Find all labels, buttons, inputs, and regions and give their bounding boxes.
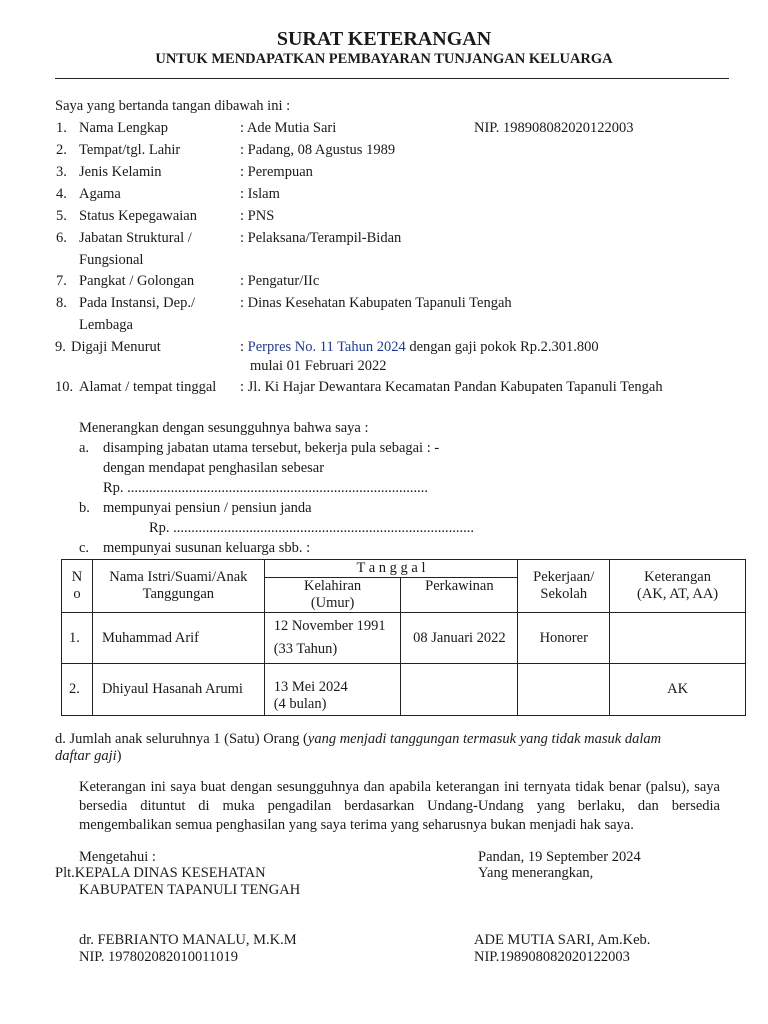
item-b-text: mempunyai pensiun / pensiun janda — [103, 500, 312, 516]
header-no — [62, 560, 93, 613]
table-row — [62, 664, 746, 716]
table-row — [62, 613, 746, 664]
cell-birth-date: 12 November 1991 — [273, 618, 386, 634]
children-count-note: daftar gaji — [55, 748, 117, 764]
header-birth-text: (Umur) — [310, 595, 355, 611]
field-value: : Pengatur/IIc — [240, 273, 320, 289]
cell-age: (4 bulan) — [273, 695, 327, 712]
field-value: : Pelaksana/Terampil-Bidan — [240, 230, 402, 246]
field-num: 3. — [56, 164, 67, 180]
left-org-title: Plt.KEPALA DINAS KESEHATAN — [55, 865, 266, 881]
field-value-rest: dengan gaji pokok Rp.2.301.800 — [405, 339, 599, 355]
header-birth — [264, 578, 401, 613]
field-value: : Perempuan — [240, 164, 313, 180]
field-label: Pada Instansi, Dep./ — [79, 295, 195, 311]
header-name-text: Nama Istri/Suami/Anak — [109, 569, 248, 585]
acknowledged-label: Mengetahui : — [79, 849, 156, 865]
item-letter: c. — [79, 540, 90, 556]
intro-text: Saya yang bertanda tangan dibawah ini : — [55, 98, 291, 114]
field-num: 1. — [56, 120, 67, 136]
item-a-amount: Rp. ................................................................................... — [103, 480, 429, 496]
header-no-text: o — [73, 586, 81, 602]
document-title: SURAT KETERANGAN — [276, 28, 492, 50]
field-label: Digaji Menurut — [71, 339, 161, 355]
field-label: Tempat/tgl. Lahir — [79, 142, 181, 158]
field-num: 5. — [56, 208, 67, 224]
header-name-text: Tanggungan — [142, 586, 215, 602]
cell-name: Dhiyaul Hasanah Arumi — [92, 664, 264, 716]
field-label-cont: Lembaga — [79, 317, 133, 333]
field-num: 8. — [56, 295, 67, 311]
field-label: Nama Lengkap — [79, 120, 168, 136]
item-a-text: dengan mendapat penghasilan sebesar — [103, 460, 325, 476]
field-label: Agama — [79, 186, 121, 202]
field-value: : PNS — [240, 208, 275, 224]
field-num: 4. — [56, 186, 67, 202]
cell-marriage — [401, 664, 518, 716]
cell-name: Muhammad Arif — [92, 613, 264, 664]
cell-no: 1. — [62, 613, 93, 664]
left-signatory-name: dr. FEBRIANTO MANALU, M.K.M — [79, 932, 297, 948]
header-job-text: Sekolah — [540, 586, 588, 602]
left-org-title: KABUPATEN TAPANULI TENGAH — [79, 882, 301, 898]
item-b-amount: Rp. ................................................................................... — [149, 520, 475, 536]
cell-no: 2. — [62, 664, 93, 716]
field-value-prefix: : — [240, 339, 248, 355]
item-c-text: mempunyai susunan keluarga sbb. : — [103, 540, 311, 556]
document-subtitle: UNTUK MENDAPATKAN PEMBAYARAN TUNJANGAN KELUARGA — [155, 51, 613, 67]
item-a-text: disamping jabatan utama tersebut, bekerja pula sebagai : - — [103, 440, 440, 456]
field-num: 6. — [56, 230, 67, 246]
header-note-text: (AK, AT, AA) — [637, 586, 719, 602]
field-label: Alamat / tempat tinggal — [79, 379, 217, 395]
cell-birth — [264, 664, 401, 716]
regulation-link[interactable]: Perpres No. 11 Tahun 2024 — [247, 339, 406, 355]
header-marriage: Perkawinan — [401, 578, 518, 613]
header-note — [610, 560, 746, 613]
children-count-cont — [55, 747, 121, 765]
item-letter: a. — [79, 440, 90, 456]
field-label: Jenis Kelamin — [79, 164, 162, 180]
left-signatory-nip: NIP. 197802082010011019 — [79, 949, 238, 965]
field-num: 7. — [56, 273, 67, 289]
field-nip: NIP. 198908082020122003 — [474, 120, 634, 136]
field-value-cont: mulai 01 Februari 2022 — [250, 358, 387, 374]
field-value: : Jl. Ki Hajar Dewantara Kecamatan Pandan Kabupaten Tapanuli Tengah — [240, 379, 663, 395]
header-job-text: Pekerjaan/ — [533, 569, 595, 585]
field-value: : Padang, 08 Agustus 1989 — [240, 142, 396, 158]
cell-note: AK — [610, 664, 746, 716]
field-value: : Islam — [240, 186, 280, 202]
field-value: : Dinas Kesehatan Kabupaten Tapanuli Tengah — [240, 295, 512, 311]
children-count-close: ) — [116, 748, 122, 764]
cell-age: (33 Tahun) — [273, 641, 338, 657]
table-header-row — [62, 560, 746, 578]
place-date: Pandan, 19 September 2024 — [478, 849, 641, 865]
field-num: 2. — [56, 142, 67, 158]
header-no-text: N — [71, 569, 83, 585]
field-value — [240, 338, 599, 356]
declaration-paragraph: Keterangan ini saya buat dengan sesungguhnya dan apabila keterangan ini ternyata tidak benar (palsu), saya bersedia dituntut di muka pengadilan berdasarkan Undang-Undang yang berlaku, dan bersedia mengembalikan semua penghasilan yang saya terima yang seharusnya bukan menjadi hak saya. — [79, 779, 720, 833]
children-count-text: d. Jumlah anak seluruhnya 1 (Satu) Orang ( — [55, 731, 308, 747]
cell-birth-date: 13 Mei 2024 — [273, 678, 348, 695]
right-signatory-name: ADE MUTIA SARI, Am.Keb. — [474, 932, 651, 948]
right-label: Yang menerangkan, — [478, 865, 594, 881]
header-tanggal: T a n g g a l — [264, 560, 518, 578]
cell-note — [610, 613, 746, 664]
cell-job — [518, 664, 610, 716]
field-label: Pangkat / Golongan — [79, 273, 195, 289]
field-value: : Ade Mutia Sari — [240, 120, 337, 136]
cell-birth — [264, 613, 401, 664]
header-note-text: Keterangan — [644, 569, 711, 585]
field-num: 9. — [55, 339, 66, 355]
field-num: 10. — [55, 379, 74, 395]
statement-intro: Menerangkan dengan sesungguhnya bahwa saya : — [79, 420, 369, 436]
right-signatory-nip: NIP.198908082020122003 — [474, 949, 630, 965]
field-label: Jabatan Struktural / — [79, 230, 192, 246]
field-label-cont: Fungsional — [79, 252, 144, 268]
family-table — [61, 559, 746, 716]
field-label: Status Kepegawaian — [79, 208, 197, 224]
header-divider — [55, 78, 729, 79]
children-count-note: yang menjadi tanggungan termasuk yang tidak masuk dalam — [307, 731, 662, 747]
header-birth-text: Kelahiran — [304, 578, 362, 594]
header-job — [518, 560, 610, 613]
cell-marriage: 08 Januari 2022 — [401, 613, 518, 664]
cell-job: Honorer — [518, 613, 610, 664]
item-letter: b. — [79, 500, 90, 516]
header-name — [92, 560, 264, 613]
children-count — [55, 730, 661, 748]
